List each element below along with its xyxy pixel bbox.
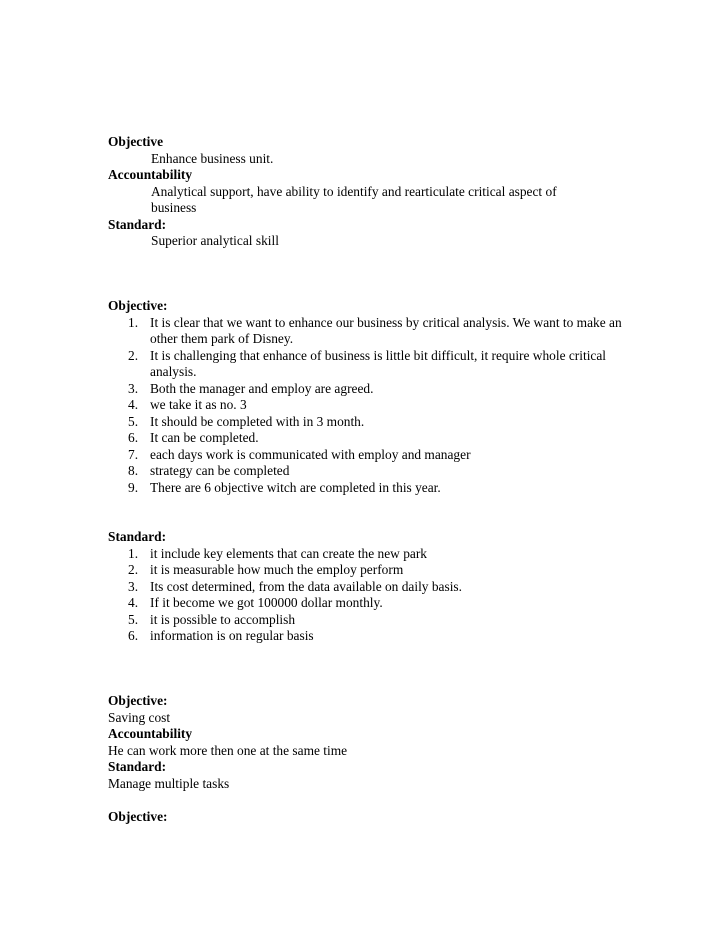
list-item-number: 4. bbox=[128, 397, 139, 412]
list-item bbox=[108, 562, 650, 579]
list-item-text: strategy can be completed bbox=[150, 463, 290, 478]
standard-list bbox=[108, 546, 628, 645]
standard-heading: Standard: bbox=[108, 216, 167, 232]
list-item-number: 5. bbox=[128, 611, 139, 627]
list-item bbox=[108, 430, 650, 447]
list-item-number: 3. bbox=[128, 578, 139, 594]
list-item-number: 5. bbox=[128, 413, 139, 429]
list-item bbox=[108, 628, 650, 645]
list-item-number: 2. bbox=[128, 562, 139, 577]
list-item-number: 6. bbox=[128, 628, 139, 643]
list-item-number: 7. bbox=[128, 446, 139, 462]
section-3 bbox=[108, 529, 628, 645]
accountability-text: Analytical support, have ability to identify and rearticulate critical aspect of business bbox=[151, 183, 557, 215]
list-item-number: 1. bbox=[128, 314, 139, 330]
standard-text: Superior analytical skill bbox=[151, 233, 279, 248]
list-item-number: 2. bbox=[128, 347, 139, 363]
list-item-text: It should be completed with in 3 month. bbox=[150, 413, 365, 429]
standard-heading-2: Standard: bbox=[108, 759, 167, 774]
list-item bbox=[108, 447, 650, 464]
spacer bbox=[108, 792, 628, 809]
list-item bbox=[108, 612, 650, 629]
list-item bbox=[108, 348, 650, 381]
list-item-text: information is on regular basis bbox=[150, 628, 314, 643]
objective-text-2: Saving cost bbox=[108, 709, 171, 725]
list-item bbox=[108, 480, 650, 497]
list-item-text: it include key elements that can create the new park bbox=[150, 545, 427, 561]
objective-list bbox=[108, 315, 628, 497]
section-1 bbox=[108, 134, 628, 250]
list-item-text: It can be completed. bbox=[150, 430, 259, 445]
list-item bbox=[108, 579, 650, 596]
list-item bbox=[108, 397, 650, 414]
next-objective-heading: Objective: bbox=[108, 808, 168, 824]
list-item bbox=[108, 546, 650, 563]
list-item bbox=[108, 595, 650, 612]
objective-heading-2: Objective: bbox=[108, 693, 168, 708]
list-item-text: Both the manager and employ are agreed. bbox=[150, 380, 374, 396]
objective-text: Enhance business unit. bbox=[151, 150, 274, 166]
list-item-text: we take it as no. 3 bbox=[150, 397, 247, 412]
list-item-number: 8. bbox=[128, 463, 139, 478]
list-item-text: If it become we got 100000 dollar monthly. bbox=[150, 595, 383, 610]
list-item bbox=[108, 414, 650, 431]
list-item-text: It is clear that we want to enhance our business by critical analysis. We want to make an other them park of Disney. bbox=[150, 314, 622, 346]
standard-list-heading: Standard: bbox=[108, 529, 167, 544]
standard-text-2: Manage multiple tasks bbox=[108, 775, 230, 791]
list-item bbox=[108, 381, 650, 398]
list-item-number: 3. bbox=[128, 380, 139, 396]
section-4 bbox=[108, 693, 628, 825]
list-item-text: Its cost determined, from the data available on daily basis. bbox=[150, 578, 462, 594]
list-item bbox=[108, 463, 650, 480]
accountability-heading-2: Accountability bbox=[108, 726, 193, 741]
list-item bbox=[108, 315, 650, 348]
list-item-number: 6. bbox=[128, 430, 139, 445]
list-item-text: each days work is communicated with employ and manager bbox=[150, 446, 471, 462]
accountability-heading: Accountability bbox=[108, 167, 193, 182]
list-item-text: There are 6 objective witch are completed in this year. bbox=[150, 479, 441, 495]
list-item-text: It is challenging that enhance of business is little bit difficult, it require whole critical analysis. bbox=[150, 347, 607, 379]
list-item-number: 1. bbox=[128, 545, 139, 561]
list-item-text: it is measurable how much the employ perform bbox=[150, 562, 404, 577]
section-2 bbox=[108, 298, 628, 496]
objective-list-heading: Objective: bbox=[108, 298, 168, 313]
accountability-text-2: He can work more then one at the same time bbox=[108, 742, 348, 758]
list-item-number: 4. bbox=[128, 595, 139, 610]
list-item-number: 9. bbox=[128, 479, 139, 495]
objective-heading: Objective bbox=[108, 134, 164, 149]
list-item-text: it is possible to accomplish bbox=[150, 611, 296, 627]
